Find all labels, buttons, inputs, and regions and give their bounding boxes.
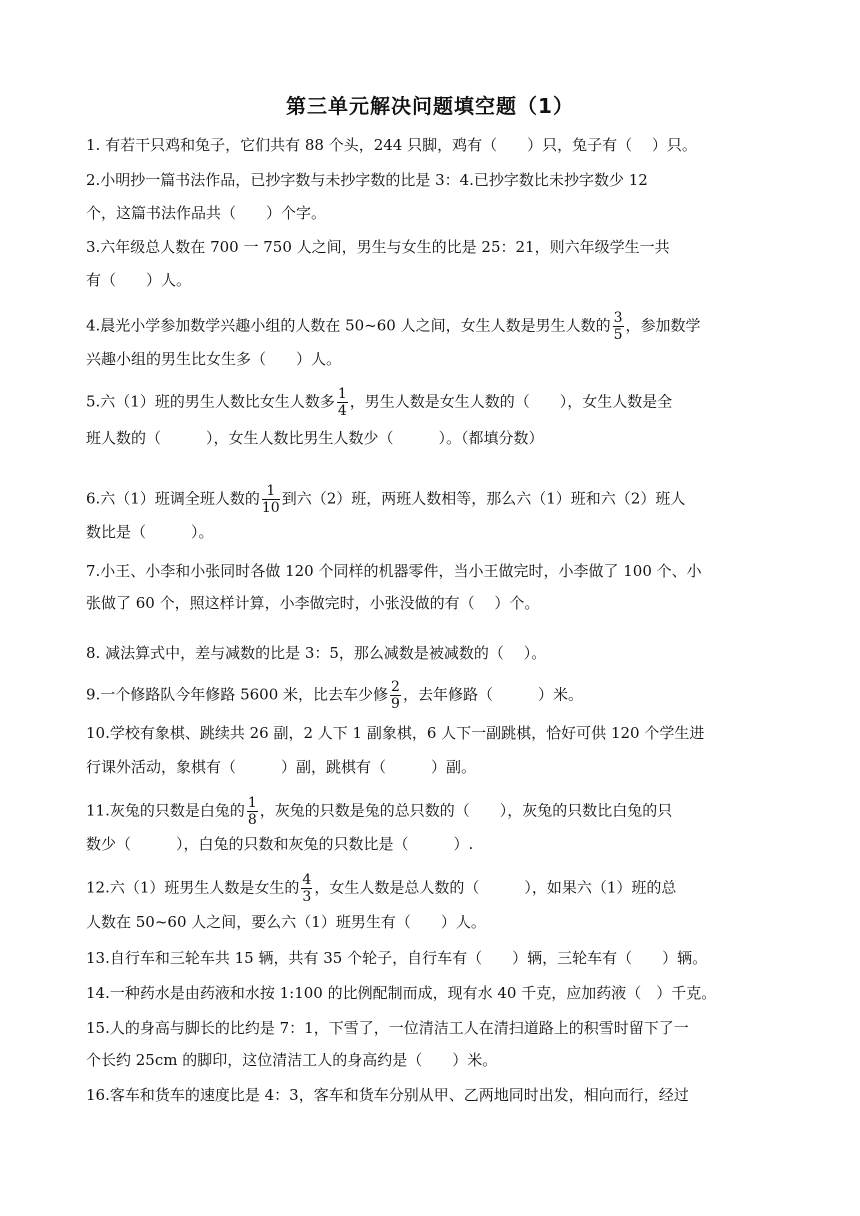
question-11-text-before: 11.灰兔的只数是白兔的 — [86, 801, 245, 820]
question-11-text-after: ，灰兔的只数是兔的总只数的（ ），灰兔的只数比白兔的只 — [259, 801, 673, 820]
question-9 — [86, 680, 583, 711]
fraction — [337, 387, 348, 418]
question-6-text-after: 到六（2）班，两班人数相等，那么六（1）班和六（2）班人 — [281, 489, 686, 508]
question-6-text-before: 6.六（1）班调全班人数的 — [86, 489, 260, 508]
question-5-line-1 — [86, 387, 672, 418]
question-15-line-2: 个长约 25cm 的脚印，这位清洁工人的身高约是（ ）米。 — [86, 1051, 498, 1069]
fraction-numerator: 2 — [391, 679, 400, 695]
question-13: 13.自行车和三轮车共 15 辆，共有 35 个轮子，自行车有（ ）辆，三轮车有（ ）辆。 — [86, 949, 708, 967]
question-12-text-after: ，女生人数是总人数的（ ），如果六（1）班的总 — [314, 878, 677, 897]
question-4-text-after: ，参加数学 — [625, 316, 701, 335]
question-7-line-2: 张做了 60 个，照这样计算，小李做完时，小张没做的有（ ）个。 — [86, 594, 540, 612]
fraction-numerator: 1 — [337, 386, 347, 402]
question-12-line-2: 人数在 50~60 人之间，要么六（1）班男生有（ ）人。 — [86, 913, 486, 931]
page-title: 第三单元解决问题填空题（1） — [286, 94, 574, 118]
question-2-line-1: 2.小明抄一篇书法作品，已抄字数与未抄字数的比是 3：4.已抄字数比未抄字数少 12 — [86, 171, 648, 189]
question-5-text-before: 5.六（1）班的男生人数比女生人数多 — [86, 392, 335, 411]
fraction-numerator: 4 — [302, 872, 312, 888]
question-16-line-1: 16.客车和货车的速度比是 4：3，客车和货车分别从甲、乙两地同时出发，相向而行，经过 — [86, 1086, 689, 1104]
fraction — [390, 680, 401, 711]
question-6-line-1 — [86, 484, 685, 515]
fraction — [613, 311, 624, 342]
question-14: 14.一种药水是由药液和水按 1:100 的比例配制而成，现有水 40 千克，应加药液（ ）千克。 — [86, 984, 717, 1002]
question-8: 8. 减法算式中，差与减数的比是 3：5，那么减数是被减数的（ ）。 — [86, 644, 547, 662]
fraction-denominator: 10 — [261, 500, 280, 516]
question-12-line-1 — [86, 873, 676, 904]
question-12-text-before: 12.六（1）班男生人数是女生的 — [86, 878, 300, 897]
fraction-denominator: 8 — [247, 812, 257, 828]
fraction — [262, 484, 280, 515]
fraction — [247, 796, 258, 827]
question-10-line-1: 10.学校有象棋、跳续共 26 副，2 人下 1 副象棋，6 人下一副跳棋，恰好可供 120 个学生进 — [86, 724, 705, 742]
fraction — [301, 873, 312, 904]
question-5-text-after: ，男生人数是女生人数的（ ），女生人数是全 — [349, 392, 673, 411]
question-11-line-1 — [86, 796, 672, 827]
fraction-denominator: 9 — [391, 696, 400, 712]
question-3-line-2: 有（ ）人。 — [86, 271, 192, 289]
question-11-line-2: 数少（ ），白兔的只数和灰兔的只数比是（ ）. — [86, 835, 474, 853]
question-9-text-before: 9.一个修路队今年修路 5600 米，比去车少修 — [86, 685, 389, 704]
question-10-line-2: 行课外活动，象棋有（ ）副，跳棋有（ ）副。 — [86, 758, 477, 776]
fraction-denominator: 3 — [302, 889, 312, 905]
question-6-line-2: 数比是（ ）。 — [86, 523, 214, 541]
question-2-line-2: 个，这篇书法作品共（ ）个字。 — [86, 204, 327, 222]
fraction-numerator: 1 — [262, 484, 280, 500]
fraction-denominator: 4 — [337, 403, 347, 419]
question-3-line-1: 3.六年级总人数在 700 一 750 人之间，男生与女生的比是 25：21，则六年级学生一共 — [86, 238, 670, 256]
question-5-line-2: 班人数的（ ），女生人数比男生人数少（ ）。（都填分数） — [86, 429, 544, 447]
fraction-numerator: 3 — [613, 310, 623, 326]
question-1: 1. 有若干只鸡和兔子，它们共有 88 个头，244 只脚，鸡有（ ）只，兔子有（ ）只。 — [86, 136, 697, 154]
fraction-numerator: 1 — [247, 795, 257, 811]
question-4-text-before: 4.晨光小学参加数学兴趣小组的人数在 50~60 人之间，女生人数是男生人数的 — [86, 316, 611, 335]
question-9-text-after: ，去年修路（ ）米。 — [402, 685, 583, 704]
fraction-denominator: 5 — [613, 327, 623, 343]
question-7-line-1: 7.小王、小李和小张同时各做 120 个同样的机器零件，当小王做完时，小李做了 100 个、小 — [86, 562, 702, 580]
question-4-line-2: 兴趣小组的男生比女生多（ ）人。 — [86, 350, 342, 368]
question-4-line-1 — [86, 311, 701, 342]
question-15-line-1: 15.人的身高与脚长的比约是 7：1，下雪了，一位清洁工人在清扫道路上的积雪时留下了一 — [86, 1019, 689, 1037]
